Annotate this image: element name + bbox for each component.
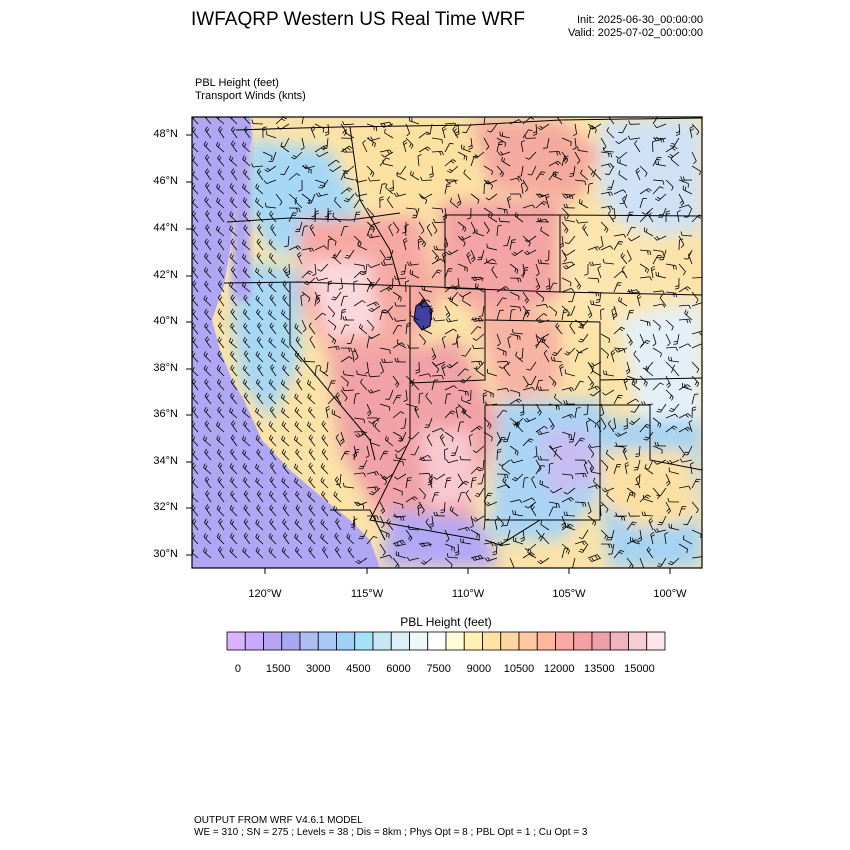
colorbar-box	[337, 632, 355, 650]
colorbar-box	[391, 632, 409, 650]
colorbar-box	[501, 632, 519, 650]
colorbar-box	[227, 632, 245, 650]
lat-label: 38°N	[153, 362, 178, 374]
colorbar-label: 12000	[543, 663, 575, 675]
lat-label: 40°N	[153, 315, 178, 327]
colorbar-box	[245, 632, 263, 650]
colorbar-box	[373, 632, 391, 650]
lon-label: 105°W	[552, 588, 586, 600]
map-plot-area	[190, 113, 704, 570]
footer-config: WE = 310 ; SN = 275 ; Levels = 38 ; Dis = 8km ; Phys Opt = 8 ; PBL Opt = 1 ; Cu Opt = 3	[194, 827, 588, 838]
pbl-zone	[420, 430, 480, 510]
colorbar-box	[592, 632, 610, 650]
init-time: Init: 2025-06-30_00:00:00	[577, 14, 703, 26]
colorbar-label: 4500	[346, 663, 371, 675]
colorbar-label: 15000	[624, 663, 655, 675]
lat-label: 36°N	[153, 408, 178, 420]
lon-label: 100°W	[653, 588, 687, 600]
colorbar-label: 10500	[503, 663, 535, 675]
lat-label: 30°N	[153, 548, 178, 560]
overlay-label: Transport Winds (knts)	[195, 90, 306, 102]
colorbar-box	[282, 632, 300, 650]
ocean-fringe	[232, 117, 250, 300]
footer-model: OUTPUT FROM WRF V4.6.1 MODEL	[194, 815, 363, 826]
lat-label: 42°N	[153, 269, 178, 281]
colorbar-label: 13500	[584, 663, 615, 675]
lat-label: 44°N	[153, 222, 178, 234]
colorbar-boxes	[227, 632, 665, 650]
colorbar-label: 7500	[426, 663, 451, 675]
colorbar-box	[647, 632, 665, 650]
lon-label: 120°W	[248, 588, 282, 600]
colorbar-box	[610, 632, 628, 650]
colorbar-box	[300, 632, 318, 650]
lat-label: 46°N	[153, 175, 178, 187]
colorbar-box	[264, 632, 282, 650]
colorbar-box	[446, 632, 464, 650]
colorbar-box	[537, 632, 555, 650]
colorbar-label: 6000	[386, 663, 411, 675]
colorbar-box	[483, 632, 501, 650]
colorbar-box	[428, 632, 446, 650]
lat-label: 34°N	[153, 455, 178, 467]
colorbar-box	[556, 632, 574, 650]
lat-label: 32°N	[153, 501, 178, 513]
lon-label: 115°W	[350, 588, 384, 600]
colorbar-title: PBL Height (feet)	[400, 615, 492, 629]
colorbar-box	[355, 632, 373, 650]
colorbar-box	[464, 632, 482, 650]
field-label: PBL Height (feet)	[195, 77, 279, 89]
colorbar-box	[574, 632, 592, 650]
colorbar-label: 0	[234, 663, 241, 675]
colorbar-label: 9000	[466, 663, 492, 675]
lon-label: 110°W	[451, 588, 485, 600]
lat-label: 48°N	[153, 128, 178, 140]
colorbar-label: 3000	[306, 663, 331, 675]
colorbar-box	[629, 632, 647, 650]
chart-title: IWFAQRP Western US Real Time WRF	[191, 9, 525, 30]
colorbar-label: 1500	[265, 663, 291, 675]
colorbar-box	[519, 632, 537, 650]
colorbar-box	[318, 632, 336, 650]
colorbar-box	[410, 632, 428, 650]
valid-time: Valid: 2025-07-02_00:00:00	[568, 27, 703, 39]
